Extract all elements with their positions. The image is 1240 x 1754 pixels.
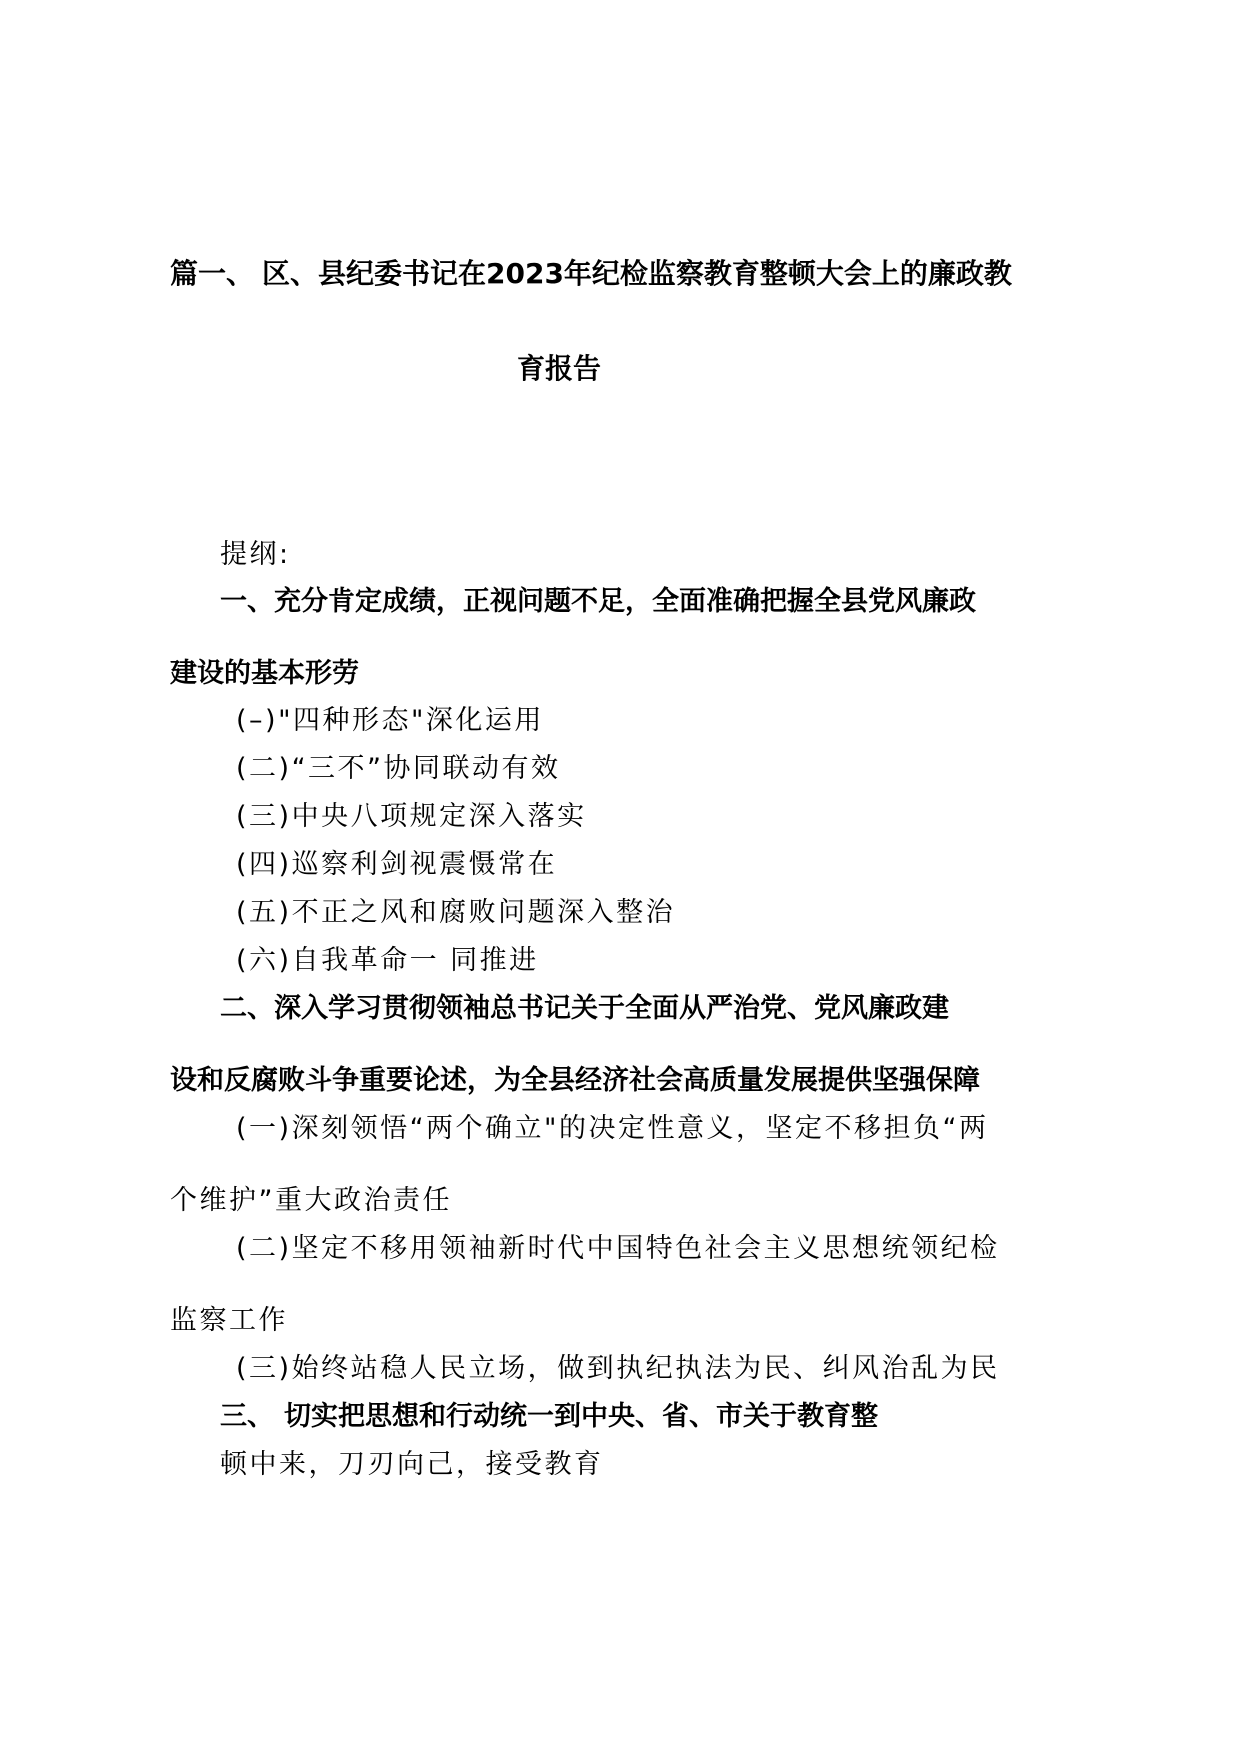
- document-title-prefix: 篇一、: [170, 257, 255, 290]
- section-2-item-1-line2: 个维护”重大政治责任: [170, 1185, 452, 1216]
- section-1-item-4: (四)巡察利剑视震慑常在: [236, 849, 558, 880]
- section-3-heading-prefix: 三、: [220, 1401, 274, 1432]
- section-2-item-3: (三)始终站稳人民立场，做到执纪执法为民、纠风治乱为民: [236, 1353, 1000, 1384]
- section-3-heading-line1: 切实把思想和行动统一到中央、省、市关于教育整: [284, 1401, 878, 1432]
- section-3-heading-line2: 顿中来，刀刃向己，接受教育: [220, 1449, 604, 1480]
- section-2-item-1-line1: (一)深刻领悟“两个确立"的决定性意义，坚定不移担负“两: [236, 1113, 989, 1144]
- section-2-item-2-line2: 监察工作: [170, 1305, 288, 1336]
- document-title-line1: 区、县纪委书记在2023年纪检监察教育整顿大会上的廉政教: [262, 257, 1012, 290]
- outline-label: 提纲:: [220, 539, 291, 570]
- section-1-item-2: (二)“三不”协同联动有效: [236, 753, 561, 784]
- section-1-item-6: (六)自我革命一 同推进: [236, 945, 539, 976]
- section-2-heading-line2: 设和反腐败斗争重要论述，为全县经济社会高质量发展提供坚强保障: [170, 1065, 980, 1096]
- section-1-heading-line1: 一、充分肯定成绩，正视问题不足，全面准确把握全县党风廉政: [220, 586, 976, 617]
- section-1-heading-line2: 建设的基本形劳: [170, 658, 359, 689]
- document-title-line2: 育报告: [517, 352, 602, 385]
- section-1-item-1: (–)"四种形态"深化运用: [236, 705, 544, 736]
- section-1-item-5: (五)不正之风和腐败问题深入整治: [236, 897, 676, 928]
- section-2-item-2-line1: (二)坚定不移用领袖新时代中国特色社会主义思想统领纪检: [236, 1233, 1000, 1264]
- section-2-heading-line1: 二、深入学习贯彻领袖总书记关于全面从严治党、党风廉政建: [220, 993, 949, 1024]
- section-1-item-3: (三)中央八项规定深入落实: [236, 801, 587, 832]
